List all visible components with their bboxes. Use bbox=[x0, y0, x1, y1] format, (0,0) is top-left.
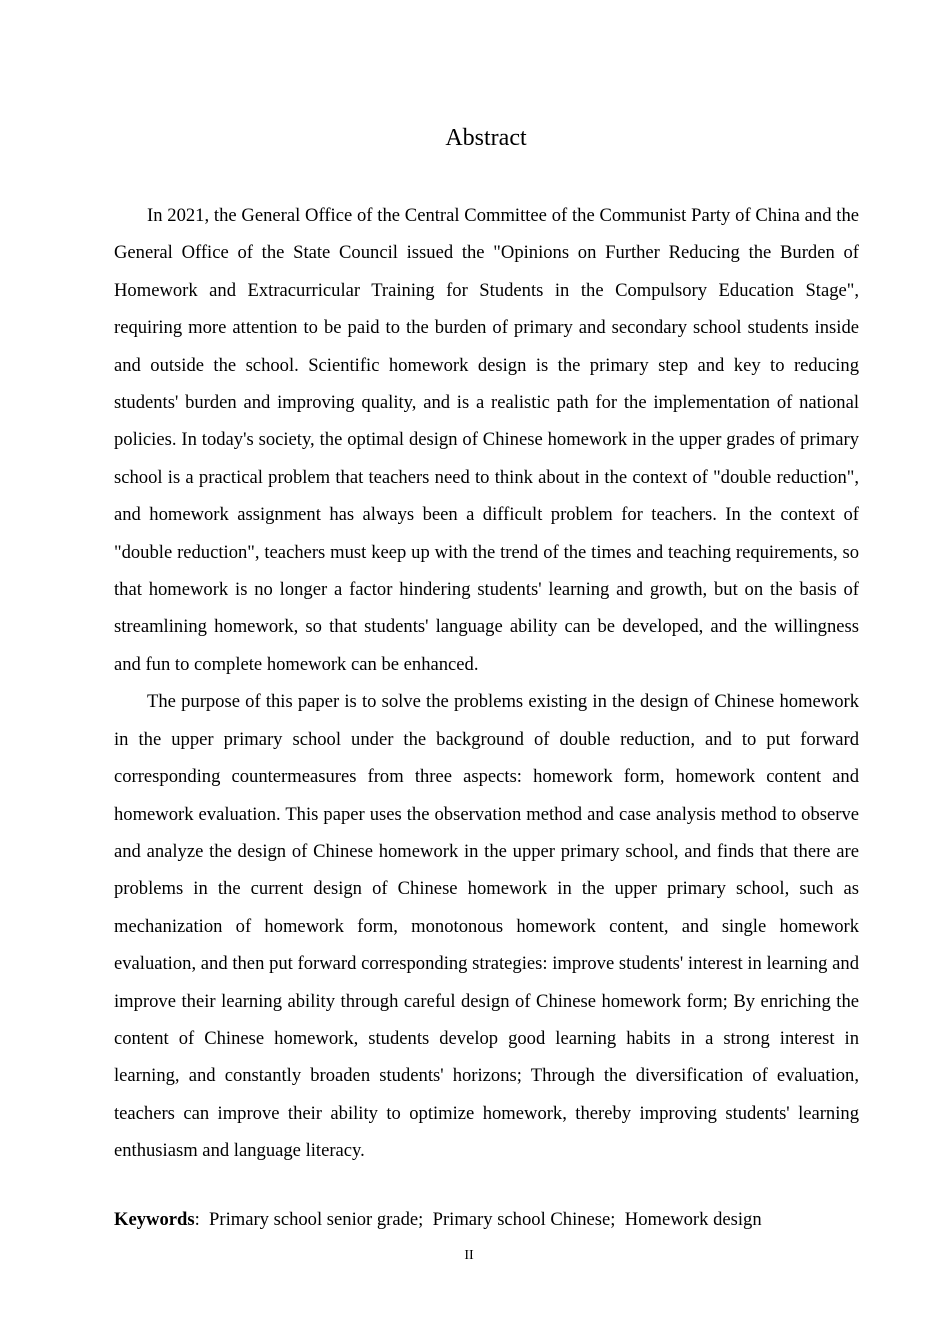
abstract-title: Abstract bbox=[445, 125, 527, 151]
page-number: II bbox=[464, 1248, 474, 1263]
abstract-body bbox=[114, 197, 859, 1170]
keyword-item: Primary school Chinese; bbox=[432, 1209, 616, 1230]
abstract-paragraph-2: The purpose of this paper is to solve the problems existing in the design of Chinese homework in the upper primary school under the background of double reduction, and to put forward corresponding countermeasures from three aspects: homework form, homework content and homework evaluation. This paper uses the observation method and case analysis method to observe and analyze the design of Chinese homework in the upper primary school, and finds that there are problems in the current design of Chinese homework in the upper primary school, such as mechanization of homework form, monotonous homework content, and single homework evaluation, and then put forward corresponding strategies: improve students' interest in learning and improve their learning ability through careful design of Chinese homework form; By enriching the content of Chinese homework, students develop good learning habits in a strong interest in learning, and constantly broaden students' horizons; Through the diversification of evaluation, teachers can improve their ability to optimize homework, thereby improving students' learning enthusiasm and language literacy. bbox=[114, 691, 859, 1162]
keywords-label: Keywords bbox=[114, 1209, 195, 1230]
keyword-item: Primary school senior grade; bbox=[209, 1209, 424, 1230]
keywords-line bbox=[114, 1205, 859, 1235]
abstract-paragraph-1: In 2021, the General Office of the Central Committee of the Communist Party of China and the General Office of the State Council issued the "Opinions on Further Reducing the Burden of Homework and Extracurricular Training for Students in the Compulsory Education Stage", requiring more attention to be paid to the burden of primary and secondary school students inside and outside the school. Scientific homework design is the primary step and key to reducing students' burden and improving quality, and is a realistic path for the implementation of national policies. In today's society, the optimal design of Chinese homework in the upper grades of primary school is a practical problem that teachers need to think about in the context of "double reduction", and homework assignment has always been a difficult problem for teachers. In the context of "double reduction", teachers must keep up with the trend of the times and teaching requirements, so that homework is no longer a factor hindering students' learning and growth, but on the basis of streamlining homework, so that students' language ability can be developed, and the willingness and fun to complete homework can be enhanced. bbox=[114, 205, 859, 675]
keyword-item: Homework design bbox=[624, 1209, 762, 1230]
keywords-separator: : bbox=[194, 1209, 200, 1230]
